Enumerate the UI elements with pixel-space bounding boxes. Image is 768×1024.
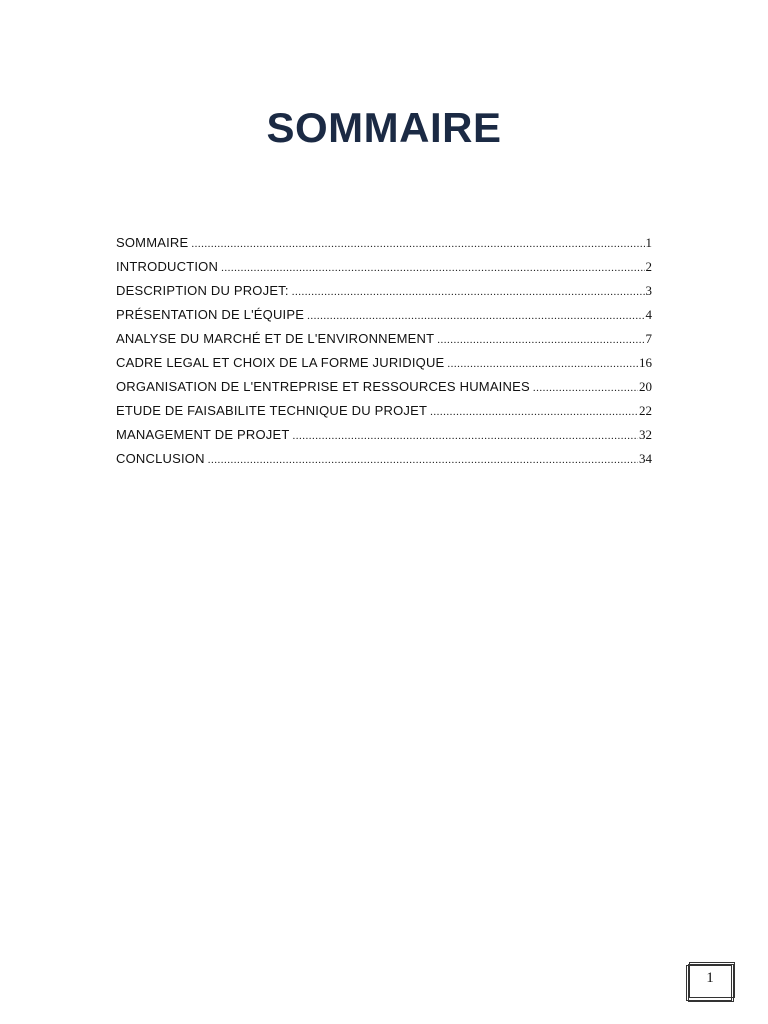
toc-entry-label: CADRE LEGAL ET CHOIX DE LA FORME JURIDIQUE [116, 355, 445, 370]
toc-entry-page: 2 [645, 259, 652, 274]
toc-entry-page: 4 [645, 307, 652, 322]
toc-entry-label: ANALYSE DU MARCHÉ ET DE L'ENVIRONNEMENT [116, 331, 435, 346]
toc-dot-leader [430, 402, 638, 422]
toc-dot-leader [447, 354, 638, 374]
page-title: SOMMAIRE [266, 104, 502, 151]
toc-entry-label: ORGANISATION DE L'ENTREPRISE ET RESSOURCES HUMAINES [116, 379, 530, 394]
toc-entry-label: DESCRIPTION DU PROJET: [116, 283, 289, 298]
toc-entry-etude-faisabilite[interactable] [116, 401, 652, 425]
toc-entry-label: MANAGEMENT DE PROJET [116, 427, 290, 442]
toc-dot-leader [292, 282, 645, 302]
toc-entry-label: ETUDE DE FAISABILITE TECHNIQUE DU PROJET [116, 403, 428, 418]
toc-dot-leader [293, 426, 638, 446]
toc-entry-page: 34 [639, 451, 652, 466]
page-number: 1 [706, 970, 714, 986]
toc-entry-page: 22 [639, 403, 652, 418]
toc-dot-leader [208, 450, 638, 470]
toc-entry-conclusion[interactable] [116, 449, 652, 473]
toc-entry-sommaire[interactable] [116, 233, 652, 257]
page-number-box [686, 962, 734, 1002]
toc-entry-label: INTRODUCTION [116, 259, 219, 274]
toc-entry-organisation-entreprise[interactable] [116, 377, 652, 401]
toc-dot-leader [437, 330, 644, 350]
toc-dot-leader [533, 378, 638, 398]
table-of-contents [116, 233, 652, 473]
toc-dot-leader [221, 258, 644, 278]
toc-entry-page: 3 [645, 283, 652, 298]
toc-entry-cadre-legal[interactable] [116, 353, 652, 377]
toc-entry-management-de-projet[interactable] [116, 425, 652, 449]
toc-dot-leader [307, 306, 644, 326]
toc-entry-label: CONCLUSION [116, 451, 205, 466]
toc-entry-description-du-projet[interactable] [116, 281, 652, 305]
toc-entry-label: SOMMAIRE [116, 235, 189, 250]
toc-entry-introduction[interactable] [116, 257, 652, 281]
toc-entry-page: 7 [645, 331, 652, 346]
toc-entry-label: PRÉSENTATION DE L'ÉQUIPE [116, 307, 305, 322]
toc-entry-presentation-equipe[interactable] [116, 305, 652, 329]
toc-entry-page: 20 [639, 379, 652, 394]
toc-entry-page: 16 [639, 355, 652, 370]
toc-entry-page: 32 [639, 427, 652, 442]
toc-entry-page: 1 [645, 235, 652, 250]
toc-entry-analyse-du-marche[interactable] [116, 329, 652, 353]
toc-dot-leader [191, 234, 644, 254]
